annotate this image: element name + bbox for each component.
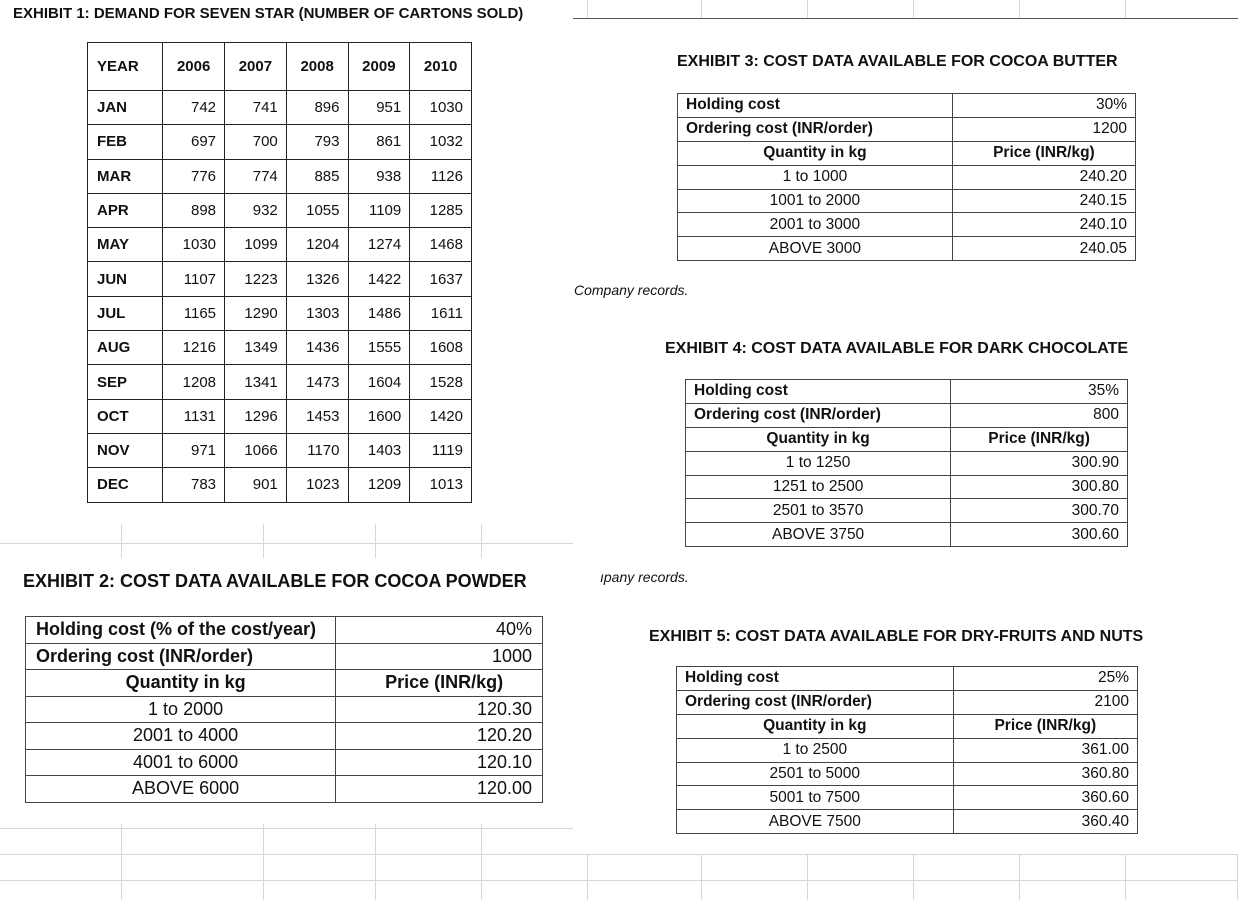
demand-cell: 700 [225, 125, 287, 159]
price-cell: 300.90 [951, 451, 1128, 475]
holding-cost-label: Holding cost [686, 380, 951, 404]
table-row [686, 499, 1128, 523]
table-row [678, 117, 1136, 141]
demand-cell: 1109 [348, 193, 410, 227]
ordering-cost-label: Ordering cost (INR/order) [26, 643, 336, 670]
demand-cell: 901 [225, 468, 287, 502]
quantity-range-cell: 2501 to 3570 [686, 499, 951, 523]
price-cell: 361.00 [953, 738, 1137, 762]
price-cell: 240.10 [952, 213, 1135, 237]
table-row [677, 690, 1138, 714]
quantity-header: Quantity in kg [678, 141, 953, 165]
demand-cell: 1341 [225, 365, 287, 399]
demand-cell: 1170 [286, 433, 348, 467]
table-row [88, 365, 472, 399]
month-cell: JUN [88, 262, 163, 296]
demand-cell: 1303 [286, 296, 348, 330]
quantity-range-cell: 1 to 1250 [686, 451, 951, 475]
table-header-row [88, 43, 472, 91]
demand-cell: 1099 [225, 228, 287, 262]
header-2008: 2008 [286, 43, 348, 91]
demand-cell: 1204 [286, 228, 348, 262]
price-cell: 120.20 [336, 723, 543, 750]
price-cell: 240.20 [952, 165, 1135, 189]
demand-cell: 1165 [163, 296, 225, 330]
table-row [88, 468, 472, 502]
ordering-cost-label: Ordering cost (INR/order) [677, 690, 954, 714]
price-cell: 240.15 [952, 189, 1135, 213]
exhibit4-cost-table [685, 379, 1128, 547]
demand-cell: 1420 [410, 399, 472, 433]
quantity-range-cell: 1 to 2500 [677, 738, 954, 762]
demand-cell: 971 [163, 433, 225, 467]
table-row [678, 141, 1136, 165]
table-row [88, 159, 472, 193]
demand-cell: 1216 [163, 331, 225, 365]
price-header: Price (INR/kg) [951, 427, 1128, 451]
exhibit2-title: EXHIBIT 2: COST DATA AVAILABLE FOR COCOA POWDER [23, 571, 527, 591]
table-row [677, 786, 1138, 810]
table-row [26, 723, 543, 750]
price-cell: 360.80 [953, 762, 1137, 786]
demand-cell: 1119 [410, 433, 472, 467]
exhibit5-title: EXHIBIT 5: COST DATA AVAILABLE FOR DRY-FRUITS AND NUTS [649, 628, 1144, 645]
demand-cell: 1030 [163, 228, 225, 262]
demand-cell: 898 [163, 193, 225, 227]
table-row [26, 749, 543, 776]
quantity-range-cell: ABOVE 6000 [26, 776, 336, 803]
demand-cell: 1208 [163, 365, 225, 399]
table-row [686, 427, 1128, 451]
exhibit2-cost-table [25, 616, 543, 803]
table-row [88, 193, 472, 227]
header-2007: 2007 [225, 43, 287, 91]
demand-cell: 793 [286, 125, 348, 159]
demand-cell: 774 [225, 159, 287, 193]
quantity-range-cell: ABOVE 3750 [686, 523, 951, 547]
demand-cell: 1528 [410, 365, 472, 399]
quantity-range-cell: ABOVE 3000 [678, 237, 953, 261]
demand-cell: 741 [225, 91, 287, 125]
quantity-range-cell: ABOVE 7500 [677, 810, 954, 834]
demand-cell: 1468 [410, 228, 472, 262]
demand-cell: 1107 [163, 262, 225, 296]
exhibit1-title: EXHIBIT 1: DEMAND FOR SEVEN STAR (NUMBER OF CARTONS SOLD) [13, 5, 524, 22]
demand-cell: 1608 [410, 331, 472, 365]
exhibit4-source-note: ıpany records. [600, 569, 689, 585]
demand-cell: 1030 [410, 91, 472, 125]
price-header: Price (INR/kg) [336, 670, 543, 697]
holding-cost-label: Holding cost (% of the cost/year) [26, 617, 336, 644]
table-row [686, 523, 1128, 547]
quantity-range-cell: 1251 to 2500 [686, 475, 951, 499]
demand-cell: 1611 [410, 296, 472, 330]
table-row [26, 696, 543, 723]
table-row [678, 189, 1136, 213]
header-2010: 2010 [410, 43, 472, 91]
demand-cell: 1486 [348, 296, 410, 330]
demand-cell: 1274 [348, 228, 410, 262]
month-cell: APR [88, 193, 163, 227]
demand-cell: 1290 [225, 296, 287, 330]
table-row [677, 667, 1138, 691]
price-header: Price (INR/kg) [952, 141, 1135, 165]
table-row [26, 670, 543, 697]
demand-cell: 1436 [286, 331, 348, 365]
table-row [88, 262, 472, 296]
demand-cell: 861 [348, 125, 410, 159]
month-cell: MAY [88, 228, 163, 262]
table-row [686, 451, 1128, 475]
month-cell: OCT [88, 399, 163, 433]
demand-cell: 1637 [410, 262, 472, 296]
table-row [686, 475, 1128, 499]
quantity-range-cell: 2501 to 5000 [677, 762, 954, 786]
ordering-cost-value: 1000 [336, 643, 543, 670]
demand-cell: 1422 [348, 262, 410, 296]
table-row [678, 94, 1136, 118]
demand-cell: 1555 [348, 331, 410, 365]
ordering-cost-value: 800 [951, 403, 1128, 427]
demand-cell: 896 [286, 91, 348, 125]
demand-cell: 1126 [410, 159, 472, 193]
price-cell: 120.00 [336, 776, 543, 803]
quantity-range-cell: 1001 to 2000 [678, 189, 953, 213]
ordering-cost-label: Ordering cost (INR/order) [678, 117, 953, 141]
price-cell: 300.80 [951, 475, 1128, 499]
quantity-header: Quantity in kg [26, 670, 336, 697]
table-row [26, 776, 543, 803]
demand-cell: 1055 [286, 193, 348, 227]
month-cell: NOV [88, 433, 163, 467]
demand-cell: 742 [163, 91, 225, 125]
table-row [677, 738, 1138, 762]
price-cell: 300.70 [951, 499, 1128, 523]
table-row [26, 643, 543, 670]
ordering-cost-value: 2100 [953, 690, 1137, 714]
table-row [88, 296, 472, 330]
ordering-cost-label: Ordering cost (INR/order) [686, 403, 951, 427]
holding-cost-label: Holding cost [677, 667, 954, 691]
table-row [26, 617, 543, 644]
demand-cell: 1296 [225, 399, 287, 433]
quantity-range-cell: 2001 to 3000 [678, 213, 953, 237]
price-header: Price (INR/kg) [953, 714, 1137, 738]
table-row [686, 403, 1128, 427]
demand-cell: 776 [163, 159, 225, 193]
table-row [677, 810, 1138, 834]
table-row [88, 399, 472, 433]
month-cell: SEP [88, 365, 163, 399]
demand-cell: 1285 [410, 193, 472, 227]
table-row [686, 380, 1128, 404]
demand-cell: 697 [163, 125, 225, 159]
holding-cost-label: Holding cost [678, 94, 953, 118]
demand-cell: 1453 [286, 399, 348, 433]
demand-cell: 1209 [348, 468, 410, 502]
holding-cost-value: 30% [952, 94, 1135, 118]
demand-cell: 938 [348, 159, 410, 193]
price-cell: 300.60 [951, 523, 1128, 547]
table-row [678, 165, 1136, 189]
demand-cell: 951 [348, 91, 410, 125]
quantity-range-cell: 1 to 1000 [678, 165, 953, 189]
price-cell: 120.30 [336, 696, 543, 723]
holding-cost-value: 40% [336, 617, 543, 644]
table-row [677, 762, 1138, 786]
table-row [88, 228, 472, 262]
quantity-header: Quantity in kg [677, 714, 954, 738]
quantity-header: Quantity in kg [686, 427, 951, 451]
table-row [678, 213, 1136, 237]
quantity-range-cell: 1 to 2000 [26, 696, 336, 723]
demand-cell: 1349 [225, 331, 287, 365]
exhibit3-cost-table [677, 93, 1136, 261]
header-2006: 2006 [163, 43, 225, 91]
exhibit5-cost-table [676, 666, 1138, 834]
demand-cell: 1604 [348, 365, 410, 399]
price-cell: 360.40 [953, 810, 1137, 834]
exhibit4-title: EXHIBIT 4: COST DATA AVAILABLE FOR DARK CHOCOLATE [665, 340, 1129, 357]
demand-cell: 932 [225, 193, 287, 227]
demand-cell: 1403 [348, 433, 410, 467]
demand-cell: 1223 [225, 262, 287, 296]
price-cell: 360.60 [953, 786, 1137, 810]
demand-cell: 1473 [286, 365, 348, 399]
table-row [678, 237, 1136, 261]
month-cell: DEC [88, 468, 163, 502]
demand-cell: 885 [286, 159, 348, 193]
holding-cost-value: 25% [953, 667, 1137, 691]
demand-cell: 1326 [286, 262, 348, 296]
month-cell: FEB [88, 125, 163, 159]
price-cell: 120.10 [336, 749, 543, 776]
demand-cell: 1023 [286, 468, 348, 502]
demand-cell: 1131 [163, 399, 225, 433]
demand-cell: 1032 [410, 125, 472, 159]
quantity-range-cell: 5001 to 7500 [677, 786, 954, 810]
table-row [88, 331, 472, 365]
header-2009: 2009 [348, 43, 410, 91]
table-row [88, 91, 472, 125]
quantity-range-cell: 2001 to 4000 [26, 723, 336, 750]
holding-cost-value: 35% [951, 380, 1128, 404]
demand-cell: 1013 [410, 468, 472, 502]
ordering-cost-value: 1200 [952, 117, 1135, 141]
demand-cell: 783 [163, 468, 225, 502]
demand-cell: 1600 [348, 399, 410, 433]
header-year: YEAR [88, 43, 163, 91]
table-row [88, 433, 472, 467]
exhibit3-source-note: Company records. [574, 282, 689, 298]
price-cell: 240.05 [952, 237, 1135, 261]
table-row [88, 125, 472, 159]
table-row [677, 714, 1138, 738]
month-cell: JAN [88, 91, 163, 125]
quantity-range-cell: 4001 to 6000 [26, 749, 336, 776]
month-cell: JUL [88, 296, 163, 330]
demand-cell: 1066 [225, 433, 287, 467]
exhibit3-title: EXHIBIT 3: COST DATA AVAILABLE FOR COCOA BUTTER [677, 53, 1118, 70]
exhibit1-demand-table [87, 42, 472, 503]
month-cell: MAR [88, 159, 163, 193]
month-cell: AUG [88, 331, 163, 365]
